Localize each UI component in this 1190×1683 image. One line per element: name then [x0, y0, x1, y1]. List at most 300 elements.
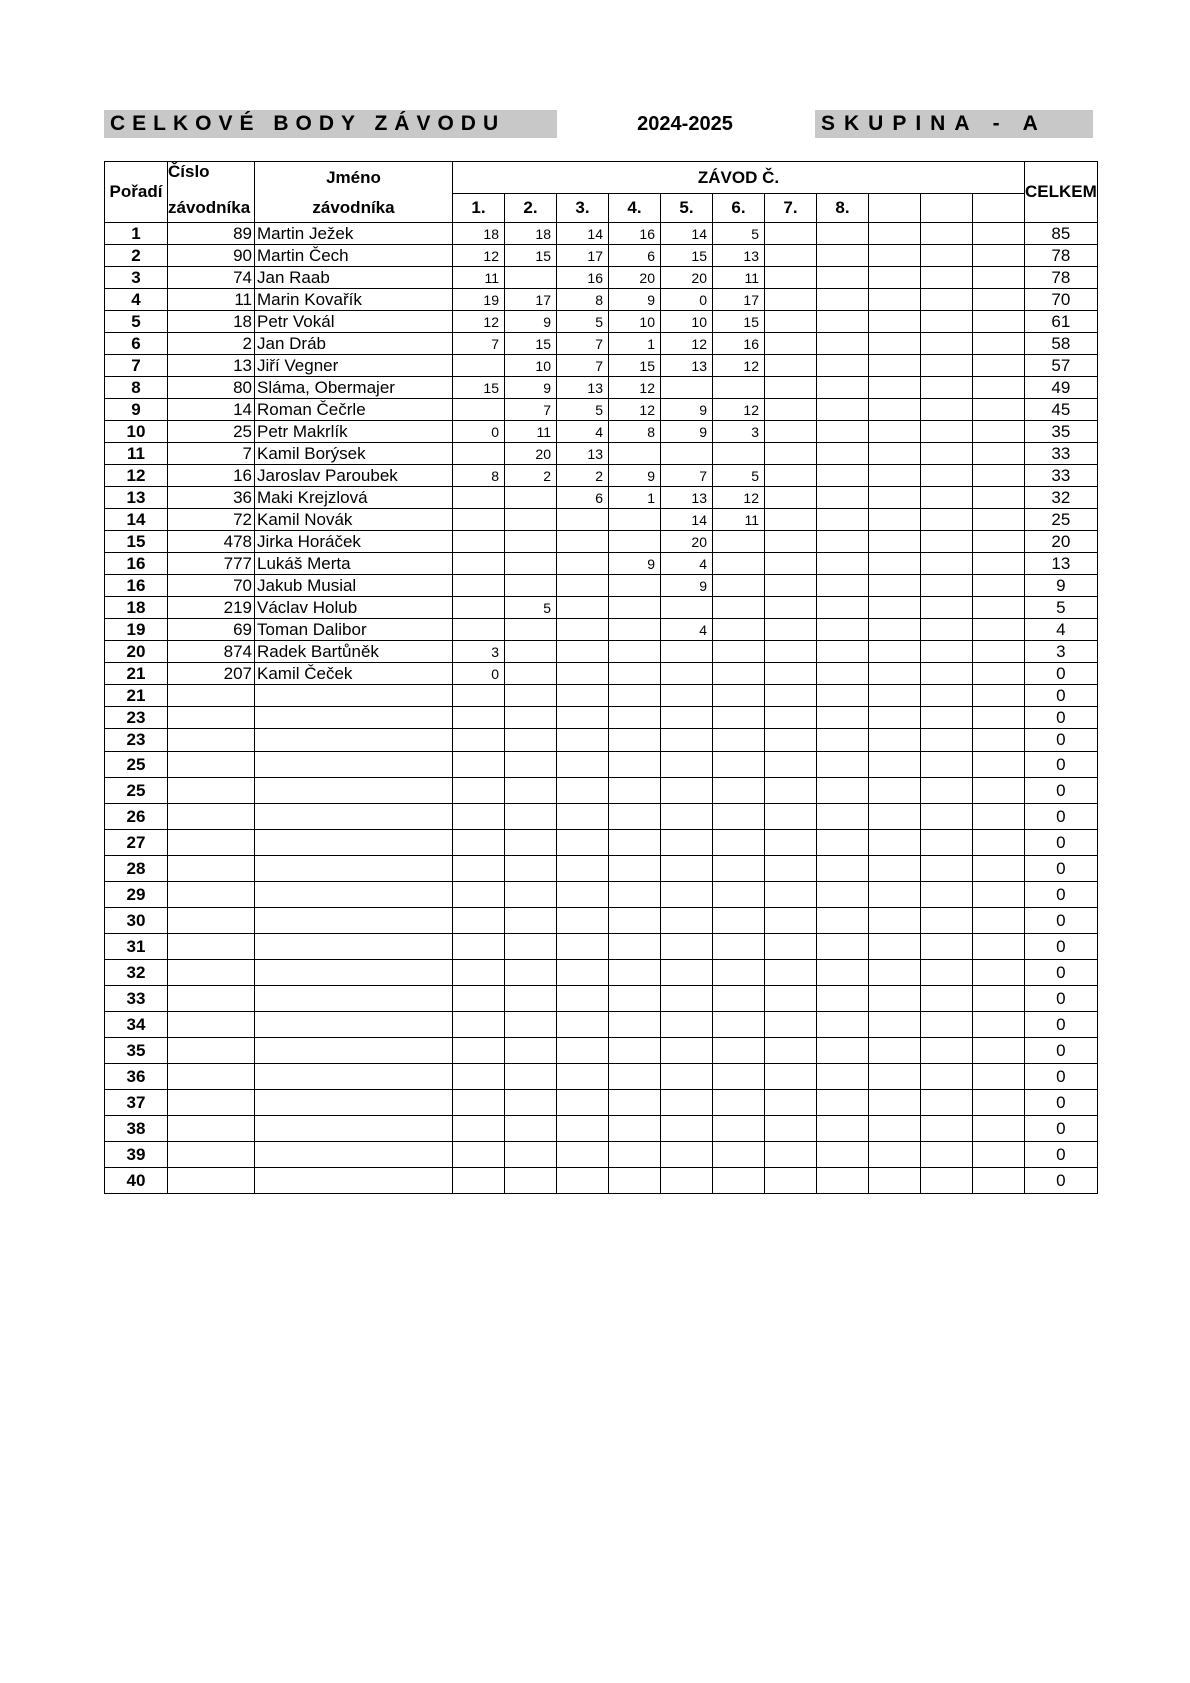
race-score-cell [817, 333, 869, 355]
race-score-cell [921, 487, 973, 509]
race-score-cell: 12 [609, 377, 661, 399]
race-score-cell [817, 1142, 869, 1168]
race-score-cell [869, 1116, 921, 1142]
race-score-cell [973, 223, 1025, 245]
race-score-cell [765, 333, 817, 355]
competitor-number-cell: 14 [168, 399, 255, 421]
total-cell: 0 [1025, 707, 1098, 729]
race-score-cell [973, 1116, 1025, 1142]
race-score-cell [609, 752, 661, 778]
race-score-cell [765, 531, 817, 553]
total-cell: 0 [1025, 685, 1098, 707]
race-score-cell [453, 960, 505, 986]
rank-cell: 21 [105, 685, 168, 707]
race-score-cell [505, 531, 557, 553]
race-score-cell [973, 1064, 1025, 1090]
race-score-cell: 11 [453, 267, 505, 289]
race-score-cell [869, 856, 921, 882]
race-score-cell: 2 [505, 465, 557, 487]
race-score-cell [817, 509, 869, 531]
race-score-cell [609, 443, 661, 465]
race-score-cell: 18 [505, 223, 557, 245]
table-header-row [105, 162, 1098, 194]
competitor-name-cell [255, 1012, 453, 1038]
race-score-cell [973, 245, 1025, 267]
race-score-cell [765, 830, 817, 856]
competitor-number-cell [168, 1116, 255, 1142]
race-score-cell [973, 934, 1025, 960]
race-score-cell [973, 443, 1025, 465]
race-score-cell [921, 267, 973, 289]
race-score-cell [869, 289, 921, 311]
race-score-cell [505, 1168, 557, 1194]
document-title: CELKOVÉ BODY ZÁVODU [104, 110, 557, 138]
race-score-cell: 12 [713, 487, 765, 509]
race-score-cell [765, 311, 817, 333]
race-score-cell [765, 986, 817, 1012]
race-score-cell [973, 509, 1025, 531]
race-score-cell [453, 1090, 505, 1116]
race-score-cell [869, 1168, 921, 1194]
race-score-cell [557, 641, 609, 663]
race-score-cell: 5 [557, 399, 609, 421]
total-cell: 58 [1025, 333, 1098, 355]
race-score-cell [557, 1142, 609, 1168]
race-score-cell [505, 707, 557, 729]
race-score-cell: 0 [661, 289, 713, 311]
competitor-number-cell [168, 1064, 255, 1090]
rank-cell: 38 [105, 1116, 168, 1142]
race-score-cell [713, 663, 765, 685]
race-score-cell: 11 [713, 267, 765, 289]
race-score-cell [505, 553, 557, 575]
race-score-cell [661, 986, 713, 1012]
race-score-cell: 11 [505, 421, 557, 443]
race-score-cell: 9 [661, 575, 713, 597]
race-score-cell [765, 553, 817, 575]
rank-cell: 34 [105, 1012, 168, 1038]
total-cell: 78 [1025, 267, 1098, 289]
race-score-cell: 0 [453, 421, 505, 443]
table-row [105, 509, 1098, 531]
competitor-number-cell: 13 [168, 355, 255, 377]
competitor-number-cell: 70 [168, 575, 255, 597]
race-score-cell [973, 575, 1025, 597]
race-score-cell: 15 [661, 245, 713, 267]
rank-cell: 37 [105, 1090, 168, 1116]
race-score-cell [505, 882, 557, 908]
race-score-cell [869, 804, 921, 830]
rank-cell: 32 [105, 960, 168, 986]
race-number-header: 1. [453, 194, 505, 223]
competitor-number-cell [168, 685, 255, 707]
race-score-cell [453, 882, 505, 908]
total-cell: 0 [1025, 908, 1098, 934]
race-score-cell [921, 1142, 973, 1168]
table-row [105, 531, 1098, 553]
race-score-cell: 7 [661, 465, 713, 487]
table-row [105, 311, 1098, 333]
race-score-cell [921, 882, 973, 908]
race-score-cell [921, 619, 973, 641]
competitor-name-cell [255, 830, 453, 856]
race-score-cell [661, 830, 713, 856]
race-score-cell [713, 575, 765, 597]
competitor-name-cell: Jirka Horáček [255, 531, 453, 553]
race-score-cell: 9 [661, 421, 713, 443]
race-score-cell: 14 [557, 223, 609, 245]
race-score-cell [765, 443, 817, 465]
race-score-cell [973, 707, 1025, 729]
race-score-cell [973, 1168, 1025, 1194]
race-score-cell: 6 [557, 487, 609, 509]
race-score-cell [557, 1168, 609, 1194]
race-score-cell: 8 [557, 289, 609, 311]
table-row [105, 289, 1098, 311]
race-score-cell [921, 830, 973, 856]
race-score-cell [869, 1142, 921, 1168]
race-score-cell: 9 [661, 399, 713, 421]
competitor-name-cell: Roman Čečrle [255, 399, 453, 421]
race-score-cell [869, 333, 921, 355]
race-score-cell [921, 778, 973, 804]
rank-cell: 29 [105, 882, 168, 908]
race-score-cell [921, 289, 973, 311]
race-score-cell [921, 223, 973, 245]
race-score-cell [921, 804, 973, 830]
race-score-cell: 4 [661, 619, 713, 641]
competitor-name-cell: Jan Raab [255, 267, 453, 289]
race-score-cell: 9 [609, 465, 661, 487]
race-score-cell [557, 619, 609, 641]
race-score-cell: 15 [453, 377, 505, 399]
race-score-cell [609, 1142, 661, 1168]
race-score-cell [817, 267, 869, 289]
race-score-cell: 10 [505, 355, 557, 377]
race-score-cell [713, 377, 765, 399]
race-score-cell [609, 856, 661, 882]
rank-cell: 33 [105, 986, 168, 1012]
race-score-cell [661, 443, 713, 465]
race-score-cell [765, 619, 817, 641]
race-score-cell [817, 487, 869, 509]
race-score-cell [557, 778, 609, 804]
competitor-number-cell [168, 934, 255, 960]
race-score-cell [661, 1168, 713, 1194]
race-score-cell [505, 575, 557, 597]
rank-cell: 39 [105, 1142, 168, 1168]
rank-cell: 2 [105, 245, 168, 267]
race-score-cell: 12 [453, 245, 505, 267]
race-number-header: 3. [557, 194, 609, 223]
competitor-name-cell: Jakub Musial [255, 575, 453, 597]
total-cell: 25 [1025, 509, 1098, 531]
race-score-cell [661, 960, 713, 986]
group-label: SKUPINA - A [815, 110, 1093, 138]
competitor-number-cell: 36 [168, 487, 255, 509]
competitor-name-cell: Martin Ježek [255, 223, 453, 245]
race-score-cell [557, 685, 609, 707]
race-score-cell [765, 856, 817, 882]
race-score-cell [869, 421, 921, 443]
race-score-cell [869, 663, 921, 685]
race-score-cell [921, 443, 973, 465]
total-cell: 78 [1025, 245, 1098, 267]
race-score-cell: 3 [713, 421, 765, 443]
rank-cell: 4 [105, 289, 168, 311]
race-score-cell [505, 509, 557, 531]
race-score-cell [921, 355, 973, 377]
table-row [105, 245, 1098, 267]
race-score-cell [557, 856, 609, 882]
race-score-cell [557, 1116, 609, 1142]
table-row [105, 1012, 1098, 1038]
race-score-cell [609, 619, 661, 641]
race-number-header: 4. [609, 194, 661, 223]
rank-cell: 16 [105, 553, 168, 575]
rank-cell: 28 [105, 856, 168, 882]
competitor-name-cell: Martin Čech [255, 245, 453, 267]
race-score-cell [973, 986, 1025, 1012]
race-score-cell [713, 908, 765, 934]
race-score-cell [505, 487, 557, 509]
race-score-cell [713, 641, 765, 663]
race-score-cell [557, 986, 609, 1012]
race-score-cell [453, 934, 505, 960]
race-score-cell [557, 830, 609, 856]
competitor-number-cell [168, 986, 255, 1012]
table-row [105, 934, 1098, 960]
number-header: Číslo [168, 162, 255, 194]
race-score-cell [557, 531, 609, 553]
race-score-cell [973, 778, 1025, 804]
total-cell: 0 [1025, 1012, 1098, 1038]
table-row [105, 619, 1098, 641]
race-score-cell [505, 663, 557, 685]
race-number-header: 2. [505, 194, 557, 223]
race-score-cell [609, 707, 661, 729]
race-score-cell [765, 778, 817, 804]
race-score-cell: 12 [713, 355, 765, 377]
total-cell: 0 [1025, 778, 1098, 804]
race-score-cell [713, 986, 765, 1012]
race-score-cell [453, 355, 505, 377]
race-score-cell [921, 1038, 973, 1064]
competitor-number-cell: 74 [168, 267, 255, 289]
race-score-cell [869, 752, 921, 778]
race-score-cell [973, 856, 1025, 882]
race-score-cell [921, 1090, 973, 1116]
race-score-cell [505, 1116, 557, 1142]
table-row [105, 399, 1098, 421]
race-score-cell [453, 804, 505, 830]
race-score-cell [661, 663, 713, 685]
total-cell: 4 [1025, 619, 1098, 641]
race-score-cell [817, 1116, 869, 1142]
race-score-cell [609, 575, 661, 597]
race-score-cell [817, 377, 869, 399]
race-score-cell [609, 804, 661, 830]
race-score-cell [453, 778, 505, 804]
race-score-cell: 7 [557, 333, 609, 355]
race-score-cell [453, 752, 505, 778]
race-score-cell: 1 [609, 487, 661, 509]
table-row [105, 778, 1098, 804]
total-cell: 0 [1025, 1168, 1098, 1194]
race-score-cell [817, 223, 869, 245]
table-row [105, 804, 1098, 830]
race-score-cell [713, 934, 765, 960]
race-score-cell [765, 934, 817, 960]
race-score-cell [817, 960, 869, 986]
rank-cell: 15 [105, 531, 168, 553]
race-score-cell [661, 729, 713, 752]
rank-cell: 6 [105, 333, 168, 355]
race-score-cell [973, 333, 1025, 355]
table-row [105, 960, 1098, 986]
race-score-cell [609, 960, 661, 986]
race-score-cell: 15 [505, 333, 557, 355]
table-row [105, 1038, 1098, 1064]
table-row [105, 707, 1098, 729]
race-score-cell [453, 1012, 505, 1038]
race-score-cell [765, 509, 817, 531]
race-score-cell [713, 804, 765, 830]
total-cell: 70 [1025, 289, 1098, 311]
total-cell: 13 [1025, 553, 1098, 575]
number-header-line2: závodníka [168, 194, 255, 223]
rank-cell: 21 [105, 663, 168, 685]
race-score-cell: 13 [713, 245, 765, 267]
race-score-cell [921, 531, 973, 553]
race-score-cell [973, 830, 1025, 856]
race-score-cell [557, 934, 609, 960]
race-score-cell: 20 [661, 267, 713, 289]
competitor-name-cell [255, 778, 453, 804]
race-score-cell [505, 1012, 557, 1038]
race-score-cell: 2 [557, 465, 609, 487]
race-score-cell: 17 [505, 289, 557, 311]
competitor-name-cell [255, 1116, 453, 1142]
race-score-cell: 12 [609, 399, 661, 421]
race-score-cell [765, 465, 817, 487]
competitor-name-cell [255, 752, 453, 778]
race-score-cell [661, 377, 713, 399]
race-score-cell [973, 311, 1025, 333]
race-score-cell [713, 882, 765, 908]
competitor-name-cell: Jiří Vegner [255, 355, 453, 377]
total-cell: 33 [1025, 443, 1098, 465]
race-score-cell [869, 908, 921, 934]
table-row [105, 377, 1098, 399]
race-score-cell [869, 465, 921, 487]
race-score-cell [557, 882, 609, 908]
competitor-number-cell: 69 [168, 619, 255, 641]
rank-cell: 23 [105, 707, 168, 729]
total-cell: 0 [1025, 1064, 1098, 1090]
competitor-name-cell: Radek Bartůněk [255, 641, 453, 663]
race-number-header: 5. [661, 194, 713, 223]
race-score-cell: 3 [453, 641, 505, 663]
competitor-number-cell: 777 [168, 553, 255, 575]
race-score-cell [973, 289, 1025, 311]
race-score-cell [817, 553, 869, 575]
rank-cell: 40 [105, 1168, 168, 1194]
race-score-cell [817, 619, 869, 641]
table-row [105, 355, 1098, 377]
race-score-cell [713, 830, 765, 856]
race-score-cell [973, 960, 1025, 986]
race-score-cell: 15 [609, 355, 661, 377]
race-score-cell: 14 [661, 223, 713, 245]
race-score-cell [765, 575, 817, 597]
rank-header: Pořadí [105, 162, 168, 223]
competitor-number-cell [168, 1142, 255, 1168]
race-score-cell [713, 619, 765, 641]
race-score-cell [921, 333, 973, 355]
race-score-cell: 7 [557, 355, 609, 377]
rank-cell: 20 [105, 641, 168, 663]
race-score-cell [869, 830, 921, 856]
race-score-cell [505, 804, 557, 830]
competitor-number-cell: 219 [168, 597, 255, 619]
table-row [105, 882, 1098, 908]
competitor-number-cell [168, 804, 255, 830]
race-score-cell [765, 223, 817, 245]
total-cell: 0 [1025, 1142, 1098, 1168]
race-score-cell [973, 1090, 1025, 1116]
competitor-number-cell: 874 [168, 641, 255, 663]
race-score-cell [453, 1168, 505, 1194]
total-cell: 33 [1025, 465, 1098, 487]
race-score-cell [713, 1116, 765, 1142]
total-cell: 0 [1025, 934, 1098, 960]
race-score-cell [765, 355, 817, 377]
race-score-cell [609, 641, 661, 663]
race-score-cell [973, 1142, 1025, 1168]
competitor-number-cell: 7 [168, 443, 255, 465]
race-score-cell [973, 421, 1025, 443]
race-score-cell [869, 311, 921, 333]
race-score-cell [765, 882, 817, 908]
race-number-header: 8. [817, 194, 869, 223]
race-score-cell: 13 [661, 355, 713, 377]
race-score-cell [765, 267, 817, 289]
race-score-cell [921, 575, 973, 597]
race-score-cell [505, 1038, 557, 1064]
total-cell: 61 [1025, 311, 1098, 333]
rank-cell: 25 [105, 778, 168, 804]
competitor-number-cell [168, 778, 255, 804]
race-score-cell [557, 707, 609, 729]
race-score-cell: 4 [557, 421, 609, 443]
race-score-cell [973, 553, 1025, 575]
race-score-cell [453, 443, 505, 465]
race-score-cell: 11 [713, 509, 765, 531]
race-score-cell [713, 1064, 765, 1090]
rank-cell: 26 [105, 804, 168, 830]
competitor-name-cell [255, 685, 453, 707]
race-score-cell [453, 487, 505, 509]
race-score-cell [817, 856, 869, 882]
race-score-cell [713, 856, 765, 882]
race-score-cell [973, 641, 1025, 663]
race-score-cell [869, 267, 921, 289]
race-score-cell [765, 421, 817, 443]
race-score-cell [765, 289, 817, 311]
race-score-cell [765, 1116, 817, 1142]
rank-cell: 7 [105, 355, 168, 377]
